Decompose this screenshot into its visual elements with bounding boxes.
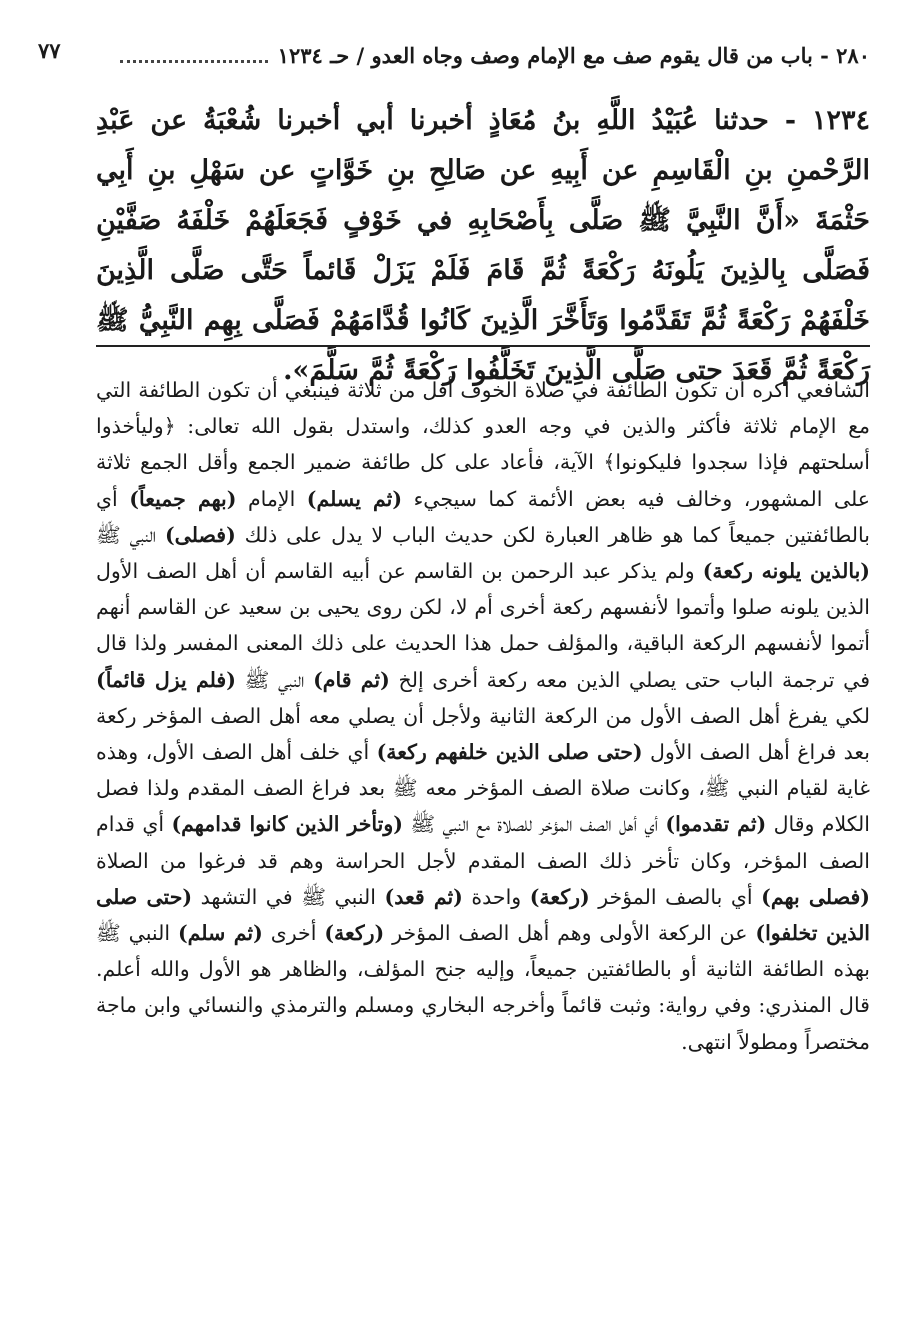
quoted-phrase: (حتى صلى الذين تخلفوا) [96, 884, 871, 946]
quoted-phrase: (ثم سلم) [177, 921, 263, 946]
quoted-phrase: (ثم تقدموا) [665, 812, 767, 837]
quoted-phrase: (ركعة) [529, 884, 590, 909]
hadith-number: ١٢٣٤ - [784, 105, 871, 136]
quoted-phrase: (فصلى بهم) [761, 884, 870, 909]
quoted-phrase: (بالذين يلونه ركعة) [702, 559, 870, 584]
commentary-text: أي قدام الصف المؤخر، وكان تأخر ذلك الصف المقدم لأجل الحراسة وهم قد فرغوا من الصلاة [96, 812, 870, 873]
commentary-text: الإمام [236, 486, 307, 511]
quoted-phrase: (ركعة) [324, 921, 385, 946]
separator-line [96, 345, 870, 347]
commentary-text: أي أهل الصف المؤخر للصلاة مع النبي ﷺ [402, 812, 666, 837]
quoted-phrase: (وتأخر الذين كانوا قدامهم) [171, 812, 403, 837]
quoted-phrase: (ثم قعد) [384, 884, 463, 909]
commentary-text: عن الركعة الأولى وهم أهل الصف المؤخر [384, 921, 756, 946]
commentary-text: النبي ﷺ بهذه الطائفة الثانية أو بالطائفتين جميعاً، وإليه جنح المؤلف، والظاهر هو الأول والله أعلم. قال المنذري: وفي رواية: وثبت قائماً وأخرجه البخاري ومسلم والترمذي والنسائي وابن ماجة مختصراً ومطولاً انتهى. [96, 921, 870, 1054]
commentary-text: لكي يفرغ أهل الصف الأول من الركعة الثانية ولأجل أن يصلي معه أهل الصف المؤخر ركعة بعد فراغ أهل الصف الأول [96, 703, 871, 765]
leader-dots [120, 48, 268, 63]
commentary-paragraph [96, 372, 870, 1060]
quoted-phrase: (ثم قام) [313, 667, 390, 692]
hadith-text-block [96, 96, 870, 396]
commentary-text: ولم يذكر عبد الرحمن بن القاسم عن أبيه القاسم أن أهل الصف الأول الذين يلونه صلوا وأتموا لأنفسهم ركعة أخرى أم لا، لكن روى يحيى بن سعيد عن القاسم أنهم أتموا لأنفسهم الركعة الباقية، والمؤلف حمل هذا الحديث على ذلك المعنى المفسر ولذا قال في ترجمة الباب حتى يصلي الذين معه ركعة أخرى إلخ [96, 559, 871, 692]
commentary-text: واحدة [462, 884, 530, 909]
commentary-block [96, 372, 870, 1060]
commentary-text: النبي ﷺ [235, 667, 314, 692]
commentary-text: أخرى [262, 921, 325, 946]
chapter-title: ٢٨٠ - باب من قال يقوم صف مع الإمام وصف وجاه العدو / حـ ١٢٣٤ [277, 42, 870, 68]
commentary-text: الشافعي أكره أن تكون الطائفة في صلاة الخوف أقل من ثلاثة فينبغي أن تكون الطائفة التي مع الإمام ثلاثة فأكثر والذين في وجه العدو كذلك، واستدل بقول الله تعالى: ﴿وليأخذوا أسلحتهم فإذا سجدوا فليكونوا﴾ الآية، فأعاد على كل طائفة ضمير الجمع وأقل الجمع ثلاثة على المشهور، وخالف فيه بعض الأئمة كما سيجيء [96, 378, 871, 511]
quoted-phrase: (فلم يزل قائماً) [96, 667, 236, 692]
commentary-text: النبي ﷺ في التشهد [192, 884, 385, 909]
quoted-phrase: (ثم يسلم) [306, 486, 403, 511]
page-number: ٧٧ [38, 38, 61, 63]
quoted-phrase: (حتى صلى الذين خلفهم ركعة) [376, 740, 643, 765]
quoted-phrase: (بهم جميعاً) [129, 486, 237, 511]
commentary-text: النبي ﷺ [96, 522, 165, 547]
running-header [38, 38, 870, 72]
commentary-text: أي خلف أهل الصف الأول، وهذه غاية لقيام النبي ﷺ، وكانت صلاة الصف المؤخر معه ﷺ بعد فراغ الصف المقدم ولذا فصل الكلام وقال [96, 740, 870, 837]
commentary-text: أي بالصف المؤخر [589, 884, 762, 909]
hadith-text: حدثنا عُبَيْدُ اللَّهِ بنُ مُعَاذٍ أخبرنا أبي أخبرنا شُعْبَةُ عن عَبْدِ الرَّحْمنِ بنِ الْقَاسِمِ عن أَبِيهِ عن صَالِحِ بنِ خَوَّاتٍ عن سَهْلِ بنِ أَبِي حَثْمَةَ «أَنَّ النَّبِيَّ ﷺ صَلَّى بِأَصْحَابِهِ في خَوْفٍ فَجَعَلَهُمْ خَلْفَهُ صَفَّيْنِ فَصَلَّى بِالذِينَ يَلُونَهُ رَكْعَةً ثُمَّ قَامَ فَلَمْ يَزَلْ قَائماً حَتَّى صَلَّى الَّذِينَ خَلْفَهُمْ رَكْعَةً ثُمَّ تَقَدَّمُوا وَتَأَخَّرَ الَّذِينَ كَانُوا قُدَّامَهُمْ فَصَلَّى بِهِم النَّبِيُّ ﷺ رَكْعَةً ثُمَّ قَعَدَ حتى صَلَّى الَّذِينَ تَخَلَّفُوا رَكْعَةً ثُمَّ سَلَّمَ». [96, 105, 870, 386]
commentary-text: أي بالطائفتين جميعاً كما هو ظاهر العبارة لكن حديث الباب لا يدل على ذلك [96, 486, 870, 547]
quoted-phrase: (فصلى) [164, 522, 236, 547]
